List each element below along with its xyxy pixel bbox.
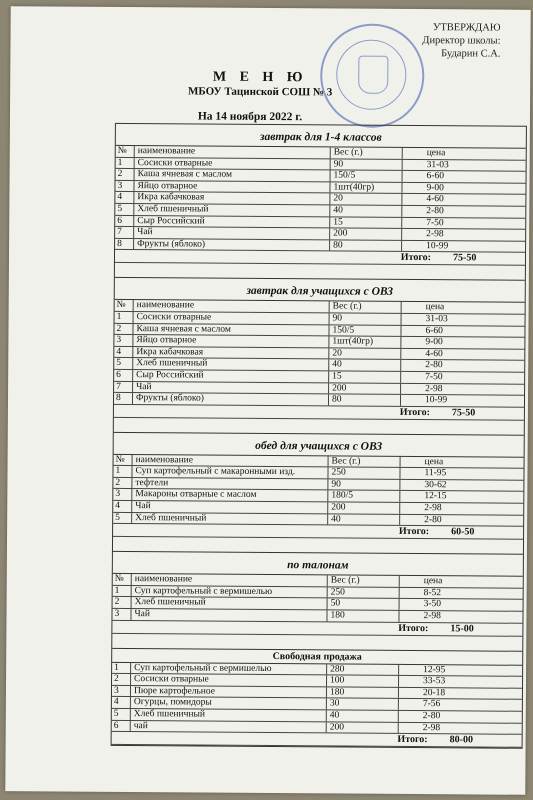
row-number: 1 — [115, 312, 134, 323]
row-number: 3 — [113, 489, 132, 500]
dish-price: 11-95 — [424, 468, 447, 479]
row-number: 6 — [112, 721, 131, 732]
total-value: 80-00 — [449, 734, 474, 746]
dish-price: 7-50 — [425, 372, 443, 383]
dish-name: Каша ячневая с маслом — [133, 324, 329, 336]
dish-price: 31-03 — [425, 314, 448, 325]
dish-price: 2-80 — [425, 360, 443, 371]
dish-weight: 90 — [328, 479, 400, 490]
total-label: Итого: — [397, 734, 428, 746]
dish-name: Каша ячневая с маслом — [135, 169, 331, 181]
row-number: 5 — [113, 513, 132, 524]
dish-name: чай — [131, 721, 327, 733]
dish-weight: 180 — [327, 687, 399, 698]
dish-name: Чай — [133, 382, 329, 394]
total-value: 75-50 — [452, 252, 477, 264]
row-number: 2 — [116, 169, 135, 180]
row-number: 7 — [115, 227, 134, 238]
row-number: 1 — [113, 586, 132, 597]
menu-date: На 14 ноября 2022 г. — [197, 110, 303, 124]
dish-weight: 40 — [330, 205, 402, 216]
approval-block — [422, 21, 500, 61]
total-value: 60-50 — [451, 526, 475, 538]
dish-price: 20-18 — [422, 687, 446, 699]
dish-weight: 20 — [329, 348, 401, 359]
dish-name: тефтели — [132, 478, 328, 490]
section-title: Свободная продажа — [112, 649, 522, 666]
dish-weight: 200 — [330, 229, 402, 240]
dish-price: 31-03 — [426, 159, 449, 170]
row-number: 4 — [114, 347, 133, 358]
row-number: 2 — [114, 323, 133, 334]
dish-name: Макароны отварные с маслом — [132, 490, 328, 502]
dish-name: Хлеб пшеничный — [131, 709, 327, 721]
column-num-header: № — [116, 146, 135, 157]
dish-price: 2-98 — [423, 611, 441, 622]
dish-price: 2-80 — [424, 514, 442, 525]
dish-weight: 50 — [328, 599, 400, 610]
section-title: по талонам — [113, 552, 523, 577]
dish-price: 2-80 — [422, 711, 441, 722]
dish-weight: 30 — [327, 699, 399, 710]
dish-name: Чай — [131, 609, 327, 621]
column-name-header: наименование — [132, 574, 328, 586]
row-number: 3 — [112, 609, 131, 620]
approval-signer: Бударин С.А. — [441, 48, 501, 60]
dish-weight: 150/5 — [329, 325, 401, 336]
total-value: 15-00 — [450, 622, 474, 635]
dish-weight: 15 — [329, 371, 401, 382]
column-num-header: № — [114, 455, 133, 466]
row-number: 8 — [115, 239, 134, 250]
dish-price: 2-98 — [426, 229, 444, 240]
dish-weight: 200 — [327, 722, 399, 733]
dish-name: Фрукты (яблоко) — [133, 393, 329, 405]
dish-weight: 100 — [327, 676, 399, 687]
section-title: завтрак для учащихся с ОВЗ — [115, 278, 525, 303]
dish-price: 6-60 — [426, 171, 445, 182]
menu-sheet — [5, 6, 530, 795]
dish-name: Икра кабачковая — [133, 347, 329, 359]
dish-name: Сосиски отварные — [131, 674, 327, 686]
approval-line: УТВЕРЖДАЮ — [432, 22, 501, 34]
row-number: 5 — [112, 709, 131, 720]
column-num-header: № — [115, 300, 134, 311]
column-price-header: цена — [426, 148, 446, 159]
dish-weight: 15 — [330, 217, 402, 228]
dish-name: Яйцо отварное — [133, 335, 329, 347]
dish-name: Пюре картофельное — [131, 686, 327, 698]
dish-weight: 180 — [327, 610, 399, 621]
total-label: Итого: — [400, 252, 432, 264]
dish-price: 10-99 — [424, 395, 448, 406]
total-label: Итого: — [398, 622, 429, 634]
row-number: 1 — [112, 663, 131, 674]
dish-name: Хлеб пшеничный — [132, 513, 328, 525]
column-name-header: наименование — [134, 300, 330, 312]
row-number: 6 — [115, 215, 134, 226]
section-title: обед для учащихся с ОВЗ — [114, 433, 524, 458]
dish-price: 7-56 — [422, 699, 441, 710]
dish-weight: 200 — [328, 502, 400, 513]
dish-price: 4-60 — [426, 194, 444, 205]
dish-name: Хлеб пшеничный — [133, 358, 329, 370]
row-number: 7 — [114, 381, 133, 392]
dish-price: 8-52 — [423, 587, 442, 599]
row-number: 1 — [113, 466, 132, 477]
dish-name: Чай — [132, 501, 328, 513]
dish-weight: 1шт(40гр) — [330, 182, 402, 193]
dish-weight: 1шт(40гр) — [329, 337, 401, 348]
column-price-header: цена — [425, 302, 445, 313]
dish-weight: 180/5 — [328, 491, 400, 502]
column-price-header: цена — [424, 456, 444, 467]
dish-price: 4-60 — [425, 348, 443, 359]
page-title: М Е Н Ю — [212, 69, 308, 86]
row-number: 2 — [113, 597, 132, 608]
dish-weight: 90 — [331, 159, 403, 170]
dish-weight: 40 — [329, 360, 401, 371]
column-num-header: № — [113, 574, 132, 585]
dish-price: 33-53 — [423, 676, 446, 687]
dish-name: Сыр Российский — [134, 216, 330, 228]
menu-table — [111, 123, 527, 749]
dish-price: 2-80 — [426, 206, 444, 217]
dish-weight: 250 — [328, 468, 400, 479]
column-weight-header: Вес (г.) — [330, 302, 402, 313]
row-number: 4 — [112, 697, 131, 708]
total-value: 75-50 — [451, 406, 476, 419]
dish-price: 12-15 — [424, 491, 447, 502]
dish-price: 12-95 — [423, 664, 446, 675]
dish-weight: 20 — [330, 194, 402, 205]
dish-name: Фрукты (яблоко) — [134, 239, 330, 251]
row-number: 6 — [114, 370, 133, 381]
dish-name: Суп картофельный с макаронными изд. — [132, 466, 328, 478]
total-label: Итого: — [398, 526, 430, 538]
row-number: 8 — [114, 393, 133, 404]
row-number: 3 — [115, 181, 134, 192]
row-number: 5 — [115, 204, 134, 215]
dish-name: Яйцо отварное — [134, 181, 330, 193]
dish-name: Огурцы, помидоры — [131, 697, 327, 709]
dish-price: 2-98 — [422, 722, 441, 733]
row-number: 2 — [112, 674, 131, 685]
dish-weight: 200 — [329, 383, 401, 394]
approval-position: Директор школы: — [422, 35, 501, 47]
dish-name: Суп картофельный с вермишелью — [132, 586, 328, 598]
column-weight-header: Вес (г.) — [329, 456, 401, 467]
row-number: 4 — [115, 192, 134, 203]
dish-weight: 40 — [327, 710, 399, 721]
row-number: 4 — [113, 501, 132, 512]
dish-name: Хлеб пшеничный — [132, 597, 328, 609]
dish-weight: 80 — [330, 240, 402, 251]
total-label: Итого: — [399, 406, 430, 418]
section-title: завтрак для 1-4 классов — [116, 124, 526, 149]
dish-weight: 250 — [328, 587, 400, 598]
dish-price: 6-60 — [425, 325, 443, 336]
dish-name: Сыр Российский — [133, 370, 329, 382]
dish-name: Чай — [134, 227, 330, 239]
dish-price: 2-98 — [424, 503, 442, 514]
dish-weight: 80 — [329, 395, 401, 406]
dish-price: 2-98 — [425, 383, 443, 394]
dish-name: Суп картофельный с вермишелью — [131, 663, 327, 675]
row-number: 3 — [112, 686, 131, 697]
column-name-header: наименование — [133, 455, 329, 467]
dish-price: 9-00 — [425, 337, 443, 348]
column-price-header: цена — [423, 576, 443, 587]
dish-weight: 40 — [328, 514, 400, 525]
column-weight-header: Вес (г.) — [328, 576, 400, 587]
school-name: МБОУ Тацинской СОШ № 3 — [188, 85, 333, 99]
dish-price: 3-50 — [423, 599, 442, 610]
dish-name: Хлеб пшеничный — [134, 204, 330, 216]
row-number: 1 — [116, 158, 135, 169]
dish-name: Икра кабачковая — [134, 192, 330, 204]
dish-weight: 280 — [327, 664, 399, 675]
total-row — [112, 732, 522, 748]
dish-price: 9-00 — [426, 182, 444, 194]
column-name-header: наименование — [135, 146, 331, 158]
dish-name: Сосиски отварные — [134, 312, 330, 324]
dish-name: Сосиски отварные — [135, 158, 331, 170]
dish-price: 30-62 — [424, 479, 447, 491]
dish-weight: 90 — [330, 313, 402, 324]
column-weight-header: Вес (г.) — [331, 147, 403, 158]
row-number: 5 — [114, 358, 133, 369]
dish-weight: 150/5 — [331, 171, 403, 182]
dish-price: 10-99 — [426, 240, 449, 252]
dish-price: 7-50 — [426, 217, 444, 228]
row-number: 3 — [114, 335, 133, 346]
row-number: 2 — [113, 478, 132, 489]
